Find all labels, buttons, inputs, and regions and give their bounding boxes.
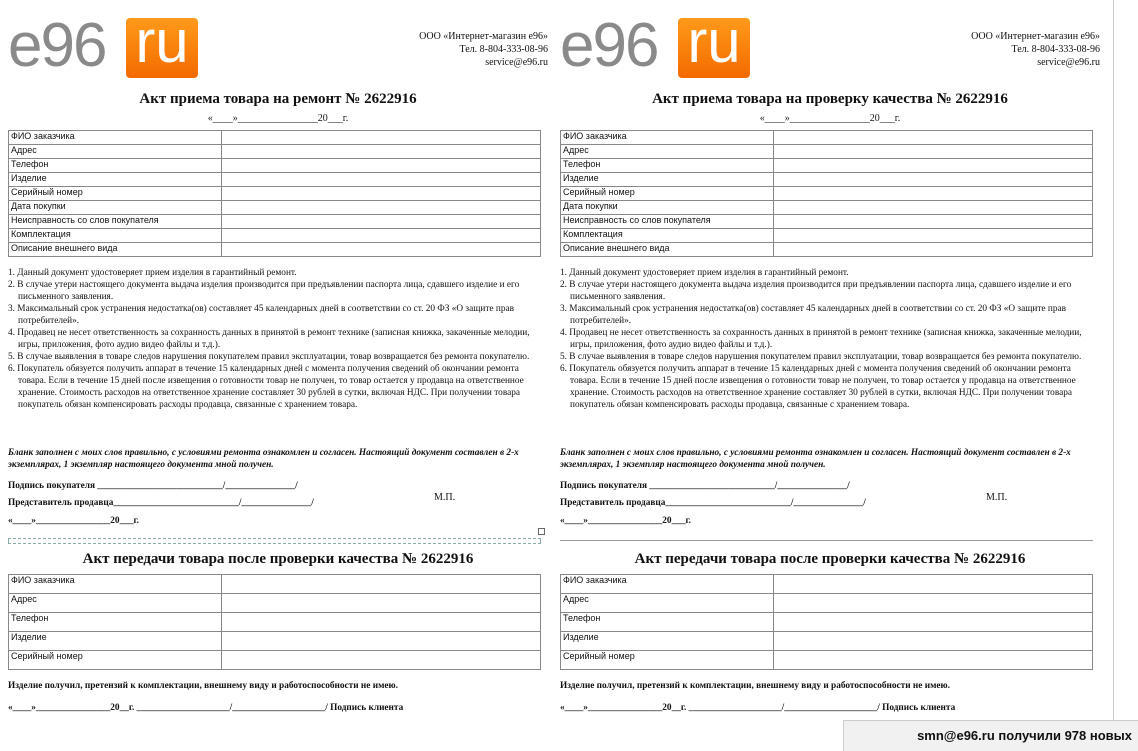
stamp-place: М.П. (434, 492, 456, 503)
form-field-value[interactable] (222, 594, 541, 613)
term-item: 1. Данный документ удостоверяет прием изделия в гарантийный ремонт. (8, 268, 297, 278)
company-name: ООО «Интернет-магазин е96» (971, 31, 1100, 42)
form-field-label: Изделие (9, 173, 222, 187)
signature-date-line: «____»________________20___г. (8, 516, 140, 526)
term-item: 1. Данный документ удостоверяет прием изделия в гарантийный ремонт. (560, 268, 849, 278)
form-field-label: Изделие (9, 632, 222, 651)
form-field-value[interactable] (774, 229, 1093, 243)
company-name: ООО «Интернет-магазин е96» (419, 31, 548, 42)
resize-handle[interactable] (538, 528, 545, 535)
form-field-value[interactable] (774, 201, 1093, 215)
form-field-value[interactable] (222, 229, 541, 243)
agreement-note: Бланк заполнен с моих слов правильно, с условиями ремонта ознакомлен и согласен. Настоящий документ составлен в 2-х экземплярах, 1 экземпляр настоящего документа мной получен. (560, 448, 1071, 470)
form-row (9, 651, 541, 670)
form-field-value[interactable] (222, 651, 541, 670)
mail-notification[interactable]: smn@e96.ru получили 978 новых (843, 720, 1138, 751)
company-info (971, 30, 1100, 69)
handover-rows (561, 575, 1093, 670)
company-info (419, 30, 548, 69)
term-item: 4. Продавец не несет ответственность за сохранность данных в принятой в ремонт технике (записная книжка, закаченные мелодии, игры, приложения, фото аудио видео файлы и т.д.). (560, 328, 1082, 350)
form-row (9, 173, 541, 187)
form-field-label: Адрес (561, 594, 774, 613)
act-date-line: «____»________________20___г. (207, 113, 349, 124)
form-row (561, 145, 1093, 159)
form-field-label: Изделие (561, 173, 774, 187)
form-row (9, 215, 541, 229)
form-field-value[interactable] (774, 243, 1093, 257)
logo-ru-box (126, 8, 198, 78)
form-row (9, 632, 541, 651)
terms-list (560, 267, 1090, 411)
form-row (9, 145, 541, 159)
form-field-label: Телефон (561, 613, 774, 632)
form-field-label: Серийный номер (561, 651, 774, 670)
form-field-label: Дата покупки (9, 201, 222, 215)
form-field-value[interactable] (774, 145, 1093, 159)
form-row (561, 243, 1093, 257)
form-rows (561, 131, 1093, 257)
handover-footer: «____»________________20__г. ____________________/____________________/ Подпись клиента (8, 703, 404, 713)
form-field-value[interactable] (222, 145, 541, 159)
term-item: 3. Максимальный срок устранения недостатка(ов) составляет 45 календарных дней в соответствии со ст. 20 ФЗ «О защите прав потребителей». (8, 304, 514, 326)
company-phone: Тел. 8-804-333-08-96 (459, 44, 548, 55)
act-title: Акт приема товара на проверку качества № 2622916 (652, 91, 1008, 107)
form-row (561, 215, 1093, 229)
agreement-note: Бланк заполнен с моих слов правильно, с условиями ремонта ознакомлен и согласен. Настоящий документ составлен в 2-х экземплярах, 1 экземпляр настоящего документа мной получен. (8, 448, 519, 470)
form-field-label: Описание внешнего вида (561, 243, 774, 257)
form-field-value[interactable] (222, 243, 541, 257)
form-field-value[interactable] (222, 173, 541, 187)
form-field-value[interactable] (774, 594, 1093, 613)
company-phone: Тел. 8-804-333-08-96 (1011, 44, 1100, 55)
form-row (561, 131, 1093, 145)
form-row (561, 201, 1093, 215)
form-field-value[interactable] (222, 201, 541, 215)
logo-ru: ru (135, 8, 189, 75)
form-row (561, 613, 1093, 632)
term-item: 6. Покупатель обязуется получить аппарат в течение 15 календарных дней с момента получения сведений об окончании ремонта товара. Если в течение 15 дней после извещения о готовности товар не получен, то товар остается у продавца на ответственное хранение. Стоимость расходов на ответственное хранение составляет 30 рублей в сутки, включая НДС. При получении товара покупатель обязан компенсировать расходы продавца, связанные с хранением товара. (560, 364, 1076, 410)
seller-signature-line: Представитель продавца___________________________/_______________/ (8, 498, 314, 508)
form-field-label: Адрес (9, 594, 222, 613)
form-field-label: ФИО заказчика (9, 575, 222, 594)
signature-date-line: «____»________________20___г. (560, 516, 692, 526)
form-field-label: Неисправность со слов покупателя (9, 215, 222, 229)
form-row (561, 594, 1093, 613)
form-field-label: Телефон (561, 159, 774, 173)
form-field-value[interactable] (774, 215, 1093, 229)
handover-title: Акт передачи товара после проверки качества № 2622916 (634, 551, 1026, 567)
left-page (8, 0, 548, 751)
form-field-label: Адрес (561, 145, 774, 159)
form-row (9, 613, 541, 632)
form-field-value[interactable] (774, 187, 1093, 201)
form-field-value[interactable] (774, 632, 1093, 651)
logo-digits: e96 (560, 11, 658, 80)
form-row (9, 243, 541, 257)
handover-form (8, 574, 541, 670)
form-field-label: Телефон (9, 613, 222, 632)
form-field-label: Описание внешнего вида (9, 243, 222, 257)
form-field-value[interactable] (774, 613, 1093, 632)
logo-digits: e96 (8, 11, 106, 80)
company-email: service@e96.ru (485, 57, 548, 68)
form-row (561, 229, 1093, 243)
term-item: 2. В случае утери настоящего документа выдача изделия производится при предъявлении паспорта лица, сдавшего изделие и его письменного заявления. (8, 280, 520, 302)
form-field-label: Серийный номер (561, 187, 774, 201)
form-field-value[interactable] (774, 651, 1093, 670)
act-title: Акт приема товара на ремонт № 2622916 (139, 91, 417, 107)
handover-title: Акт передачи товара после проверки качества № 2622916 (82, 551, 474, 567)
form-row (561, 632, 1093, 651)
form-rows (9, 131, 541, 257)
form-field-label: ФИО заказчика (9, 131, 222, 145)
logo-ru-box (678, 8, 750, 78)
form-row (9, 229, 541, 243)
form-row (9, 575, 541, 594)
form-field-label: Телефон (9, 159, 222, 173)
form-field-label: Комплектация (9, 229, 222, 243)
seller-signature-line: Представитель продавца___________________________/_______________/ (560, 498, 866, 508)
form-row (561, 159, 1093, 173)
form-row (9, 187, 541, 201)
form-field-value[interactable] (222, 215, 541, 229)
form-field-label: ФИО заказчика (561, 131, 774, 145)
handover-footer: «____»________________20__г. ____________________/____________________/ Подпись клиента (560, 703, 956, 713)
form-field-label: Изделие (561, 632, 774, 651)
form-field-value[interactable] (222, 131, 541, 145)
handover-note: Изделие получил, претензий к комплектации, внешнему виду и работоспособности не имею. (560, 681, 950, 691)
handover-rows (9, 575, 541, 670)
customer-form (560, 130, 1093, 257)
company-email: service@e96.ru (1037, 57, 1100, 68)
form-field-value[interactable] (774, 159, 1093, 173)
section-selection-frame[interactable] (8, 538, 541, 544)
form-field-label: Неисправность со слов покупателя (561, 215, 774, 229)
form-field-value[interactable] (774, 131, 1093, 145)
buyer-signature-line: Подпись покупателя ___________________________/_______________/ (8, 481, 298, 491)
term-item: 2. В случае утери настоящего документа выдача изделия производится при предъявлении паспорта лица, сдавшего изделие и его письменного заявления. (560, 280, 1072, 302)
form-field-label: Дата покупки (561, 201, 774, 215)
form-field-value[interactable] (222, 187, 541, 201)
buyer-signature-line: Подпись покупателя ___________________________/_______________/ (560, 481, 850, 491)
act-date-line: «____»________________20___г. (759, 113, 901, 124)
term-item: 6. Покупатель обязуется получить аппарат в течение 15 календарных дней с момента получения сведений об окончании ремонта товара. Если в течение 15 дней после извещения о готовности товар не получен, то товар остается у продавца на ответственное хранение. Стоимость расходов на ответственное хранение составляет 30 рублей в сутки, включая НДС. При получении товара покупатель обязан компенсировать расходы продавца, связанные с хранением товара. (8, 364, 524, 410)
form-row (9, 594, 541, 613)
form-field-value[interactable] (222, 159, 541, 173)
form-row (561, 575, 1093, 594)
term-item: 4. Продавец не несет ответственность за сохранность данных в принятой в ремонт технике (записная книжка, закаченные мелодии, игры, приложения, фото аудио видео файлы и т.д.). (8, 328, 530, 350)
form-field-label: Адрес (9, 145, 222, 159)
form-row (561, 651, 1093, 670)
page-edge (1113, 0, 1114, 751)
form-field-value[interactable] (222, 632, 541, 651)
term-item: 5. В случае выявления в товаре следов нарушения покупателем правил эксплуатации, товар возвращается без ремонта покупателю. (8, 352, 530, 362)
form-row (9, 131, 541, 145)
e96-logo (8, 10, 208, 80)
handover-form (560, 574, 1093, 670)
terms-list (8, 267, 538, 411)
customer-form (8, 130, 541, 257)
form-field-label: ФИО заказчика (561, 575, 774, 594)
form-field-label: Комплектация (561, 229, 774, 243)
form-field-value[interactable] (774, 575, 1093, 594)
form-row (561, 173, 1093, 187)
form-field-value[interactable] (222, 613, 541, 632)
form-field-value[interactable] (222, 575, 541, 594)
form-row (561, 187, 1093, 201)
e96-logo (560, 10, 760, 80)
stamp-place: М.П. (986, 492, 1008, 503)
term-item: 3. Максимальный срок устранения недостатка(ов) составляет 45 календарных дней в соответствии со ст. 20 ФЗ «О защите прав потребителей». (560, 304, 1066, 326)
form-field-value[interactable] (774, 173, 1093, 187)
term-item: 5. В случае выявления в товаре следов нарушения покупателем правил эксплуатации, товар возвращается без ремонта покупателю. (560, 352, 1082, 362)
form-field-label: Серийный номер (9, 187, 222, 201)
handover-note: Изделие получил, претензий к комплектации, внешнему виду и работоспособности не имею. (8, 681, 398, 691)
form-row (9, 159, 541, 173)
logo-ru: ru (687, 8, 741, 75)
form-field-label: Серийный номер (9, 651, 222, 670)
form-row (9, 201, 541, 215)
section-divider (560, 540, 1093, 541)
right-page (560, 0, 1100, 751)
